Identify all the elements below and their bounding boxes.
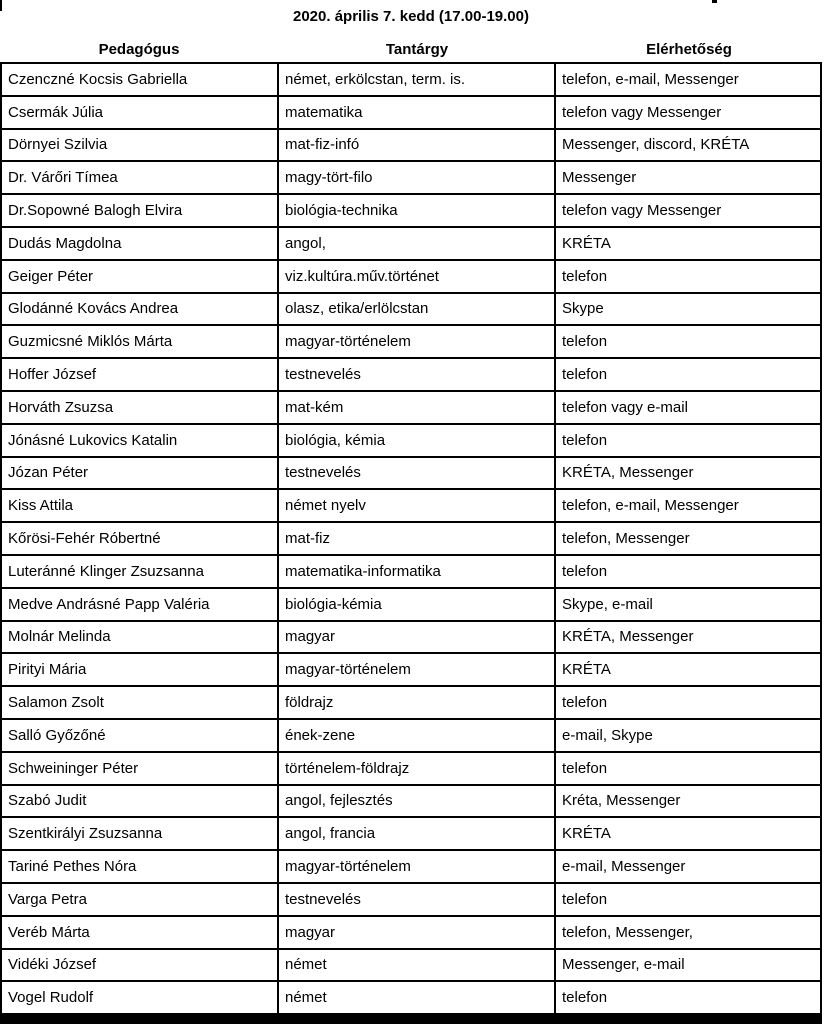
table-row [2, 490, 820, 523]
elerhetoseg-cell: telefon, Messenger [562, 530, 690, 548]
tantargy-cell: matematika [279, 97, 556, 128]
tantargy-cell: magyar [279, 917, 556, 948]
table-row [2, 359, 820, 392]
table-row [2, 720, 820, 753]
pedagogus-cell: Salló Győzőné [2, 720, 279, 751]
pedagogus-cell: Vogel Rudolf [2, 982, 279, 1013]
table-row [2, 130, 820, 163]
bottom-cutoff-row [0, 1015, 822, 1024]
elerhetoseg-cell: Kréta, Messenger [562, 792, 681, 810]
tantargy-cell: angol, [279, 228, 556, 259]
pedagogus-cell: Csermák Júlia [2, 97, 279, 128]
pedagogus-cell: Luteránné Klinger Zsuzsanna [2, 556, 279, 587]
table-row [2, 523, 820, 556]
elerhetoseg-cell: Skype [562, 300, 604, 318]
table-row [2, 294, 820, 327]
tantargy-cell: biológia-kémia [279, 589, 556, 620]
tantargy-cell: német [279, 950, 556, 981]
tantargy-cell: német [279, 982, 556, 1013]
elerhetoseg-cell: telefon [562, 366, 608, 384]
elerhetoseg-cell: KRÉTA [562, 234, 611, 252]
tantargy-cell: angol, fejlesztés [279, 786, 556, 817]
tantargy-cell: testnevelés [279, 884, 556, 915]
tantargy-cell: mat-fiz [279, 523, 556, 554]
column-header-pedagogus: Pedagógus [98, 41, 180, 58]
pedagogus-cell: Dr. Várőri Tímea [2, 162, 279, 193]
elerhetoseg-cell: KRÉTA, Messenger [562, 628, 694, 646]
tantargy-cell: magyar [279, 622, 556, 653]
pedagogus-cell: Salamon Zsolt [2, 687, 279, 718]
tantargy-cell: német nyelv [279, 490, 556, 521]
page-title: 2020. április 7. kedd (17.00-19.00) [293, 8, 529, 25]
tantargy-cell: olasz, etika/erlölcstan [279, 294, 556, 325]
tantargy-cell: magyar-történelem [279, 851, 556, 882]
pedagogus-cell: Kiss Attila [2, 490, 279, 521]
elerhetoseg-cell: telefon, Messenger, [562, 923, 693, 941]
pedagogus-cell: Molnár Melinda [2, 622, 279, 653]
tantargy-cell: mat-fiz-infó [279, 130, 556, 161]
elerhetoseg-cell: Skype, e-mail [562, 595, 653, 613]
tantargy-cell: magy-tört-filo [279, 162, 556, 193]
table-row [2, 589, 820, 622]
table-row [2, 982, 820, 1015]
pedagogus-cell: Guzmicsné Miklós Márta [2, 326, 279, 357]
table-row [2, 786, 820, 819]
tantargy-cell: angol, francia [279, 818, 556, 849]
table-row [2, 851, 820, 884]
table-row [2, 622, 820, 655]
table-row [2, 950, 820, 983]
pedagogus-cell: Schweininger Péter [2, 753, 279, 784]
tantargy-cell: mat-kém [279, 392, 556, 423]
elerhetoseg-cell: KRÉTA, Messenger [562, 464, 694, 482]
pedagogus-cell: Glodánné Kovács Andrea [2, 294, 279, 325]
pedagogus-cell: Horváth Zsuzsa [2, 392, 279, 423]
elerhetoseg-cell: telefon vagy Messenger [562, 103, 722, 121]
pedagogus-cell: Veréb Márta [2, 917, 279, 948]
pedagogus-cell: Józan Péter [2, 458, 279, 489]
table-row [2, 195, 820, 228]
pedagogus-cell: Geiger Péter [2, 261, 279, 292]
table-row [2, 162, 820, 195]
elerhetoseg-cell: telefon [562, 694, 608, 712]
table-row [2, 326, 820, 359]
table-row [2, 261, 820, 294]
table-row [2, 392, 820, 425]
elerhetoseg-cell: e-mail, Messenger [562, 858, 686, 876]
tantargy-cell: német, erkölcstan, term. is. [279, 64, 556, 95]
elerhetoseg-cell: KRÉTA [562, 661, 611, 679]
pedagogus-cell: Medve Andrásné Papp Valéria [2, 589, 279, 620]
tantargy-cell: matematika-informatika [279, 556, 556, 587]
elerhetoseg-cell: telefon [562, 267, 608, 285]
column-header-elerhetoseg: Elérhetőség [646, 41, 732, 58]
elerhetoseg-cell: telefon vagy Messenger [562, 202, 722, 220]
pedagogus-cell: Dörnyei Szilvia [2, 130, 279, 161]
elerhetoseg-cell: e-mail, Skype [562, 726, 653, 744]
pedagogus-cell: Tariné Pethes Nóra [2, 851, 279, 882]
elerhetoseg-cell: telefon [562, 759, 608, 777]
tantargy-cell: történelem-földrajz [279, 753, 556, 784]
table-row [2, 97, 820, 130]
elerhetoseg-cell: telefon [562, 562, 608, 580]
table-header-row [0, 28, 822, 62]
tantargy-cell: magyar-történelem [279, 654, 556, 685]
tantargy-cell: biológia-technika [279, 195, 556, 226]
pedagogus-cell: Hoffer József [2, 359, 279, 390]
table-row [2, 687, 820, 720]
tantargy-cell: magyar-történelem [279, 326, 556, 357]
tantargy-cell: testnevelés [279, 458, 556, 489]
elerhetoseg-cell: telefon [562, 989, 608, 1007]
data-table [0, 62, 822, 1015]
pedagogus-cell: Varga Petra [2, 884, 279, 915]
pedagogus-cell: Vidéki József [2, 950, 279, 981]
elerhetoseg-cell: telefon [562, 431, 608, 449]
pedagogus-cell: Jónásné Lukovics Katalin [2, 425, 279, 456]
table-row [2, 917, 820, 950]
table-row [2, 884, 820, 917]
elerhetoseg-cell: telefon [562, 890, 608, 908]
elerhetoseg-cell: telefon, e-mail, Messenger [562, 70, 739, 88]
table-row [2, 228, 820, 261]
elerhetoseg-cell: telefon, e-mail, Messenger [562, 497, 739, 515]
table-row [2, 818, 820, 851]
pedagogus-cell: Szabó Judit [2, 786, 279, 817]
column-header-tantargy: Tantárgy [385, 41, 449, 58]
tantargy-cell: ének-zene [279, 720, 556, 751]
pedagogus-cell: Dudás Magdolna [2, 228, 279, 259]
elerhetoseg-cell: KRÉTA [562, 825, 611, 843]
pedagogus-cell: Czenczné Kocsis Gabriella [2, 64, 279, 95]
pedagogus-cell: Dr.Sopowné Balogh Elvira [2, 195, 279, 226]
elerhetoseg-cell: Messenger, e-mail [562, 956, 685, 974]
elerhetoseg-cell: Messenger, discord, KRÉTA [562, 136, 750, 154]
pedagogus-cell: Kőrösi-Fehér Róbertné [2, 523, 279, 554]
elerhetoseg-cell: Messenger [562, 169, 637, 187]
table-row [2, 458, 820, 491]
elerhetoseg-cell: telefon vagy e-mail [562, 398, 688, 416]
table-row [2, 753, 820, 786]
elerhetoseg-cell: telefon [562, 333, 608, 351]
table-row [2, 64, 820, 97]
tantargy-cell: testnevelés [279, 359, 556, 390]
pedagogus-cell: Pirityi Mária [2, 654, 279, 685]
table-row [2, 556, 820, 589]
tantargy-cell: földrajz [279, 687, 556, 718]
table-row [2, 425, 820, 458]
table-row [2, 654, 820, 687]
pedagogus-cell: Szentkirályi Zsuzsanna [2, 818, 279, 849]
tantargy-cell: viz.kultúra.műv.történet [279, 261, 556, 292]
tantargy-cell: biológia, kémia [279, 425, 556, 456]
border-artifact-top [712, 0, 717, 3]
border-artifact-left [0, 0, 2, 11]
